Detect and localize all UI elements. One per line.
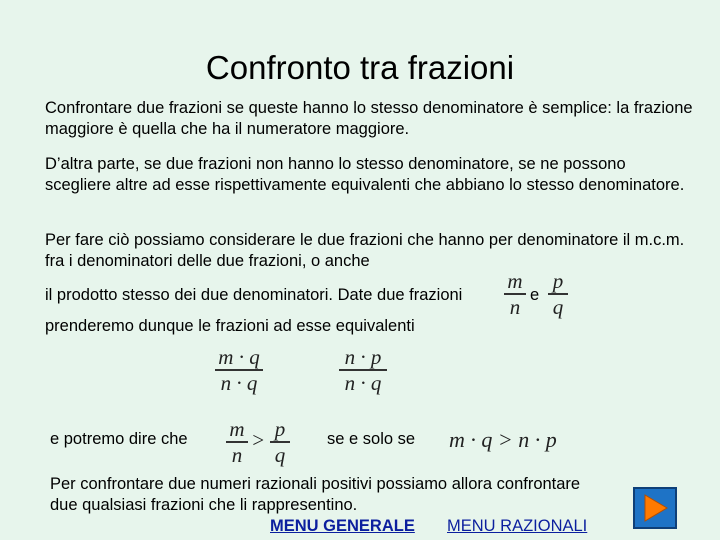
fraction-denominator: q	[274, 442, 286, 467]
fraction-np-over-nq	[339, 346, 387, 394]
fraction-denominator: n	[509, 294, 521, 319]
fraction-denominator: n · q	[220, 370, 258, 395]
menu-generale-link[interactable]: MENU GENERALE	[270, 517, 415, 535]
fraction-numerator: p	[552, 269, 564, 293]
fraction-m-over-n	[504, 270, 526, 318]
fraction-mq-over-nq	[215, 346, 263, 394]
fraction-numerator: m	[507, 269, 523, 293]
compare-right-fraction	[270, 418, 290, 466]
inequality-expression: m · q > n · p	[449, 427, 557, 452]
fraction-denominator: n	[231, 442, 243, 467]
fraction-denominator: q	[552, 294, 564, 319]
fraction-numerator: p	[274, 417, 286, 441]
condition-text: se e solo se	[327, 430, 416, 448]
fraction-p-over-q	[548, 270, 568, 318]
compare-left-fraction	[226, 418, 248, 466]
paragraph-conclusion: e potremo dire che	[50, 430, 188, 448]
paragraph-equivalents: prenderemo dunque le frazioni ad esse equivalenti	[45, 317, 415, 335]
paragraph-product: il prodotto stesso dei due denominatori. Date due frazioni	[45, 286, 463, 304]
page-title: Confronto tra frazioni	[205, 49, 515, 86]
paragraph-final: Per confrontare due numeri razionali positivi possiamo allora confrontare due qualsiasi frazioni che li rappresentino.	[50, 475, 581, 514]
paragraph-mcm: Per fare ciò possiamo considerare le due frazioni che hanno per denominatore il m.c.m. fra i denominatori delle due frazioni, o anche	[45, 231, 685, 270]
paragraph-equivalent: D’altra parte, se due frazioni non hanno lo stesso denominatore, se ne possono scegliere altre ad esse rispettivamente equivalenti che abbiano lo stesso denominatore.	[45, 155, 685, 194]
greater-than-operator: >	[251, 428, 266, 452]
play-right-icon	[635, 489, 675, 527]
fraction-numerator: m	[229, 417, 245, 441]
next-slide-button[interactable]	[633, 487, 677, 529]
conjunction-e: e	[530, 286, 540, 304]
menu-razionali-link[interactable]: MENU RAZIONALI	[447, 517, 588, 535]
paragraph-intro: Confrontare due frazioni se queste hanno lo stesso denominatore è semplice: la frazione maggiore è quella che ha il numeratore maggiore.	[45, 99, 693, 138]
fraction-numerator: m · q	[218, 345, 260, 369]
fraction-numerator: n · p	[344, 345, 382, 369]
fraction-denominator: n · q	[344, 370, 382, 395]
